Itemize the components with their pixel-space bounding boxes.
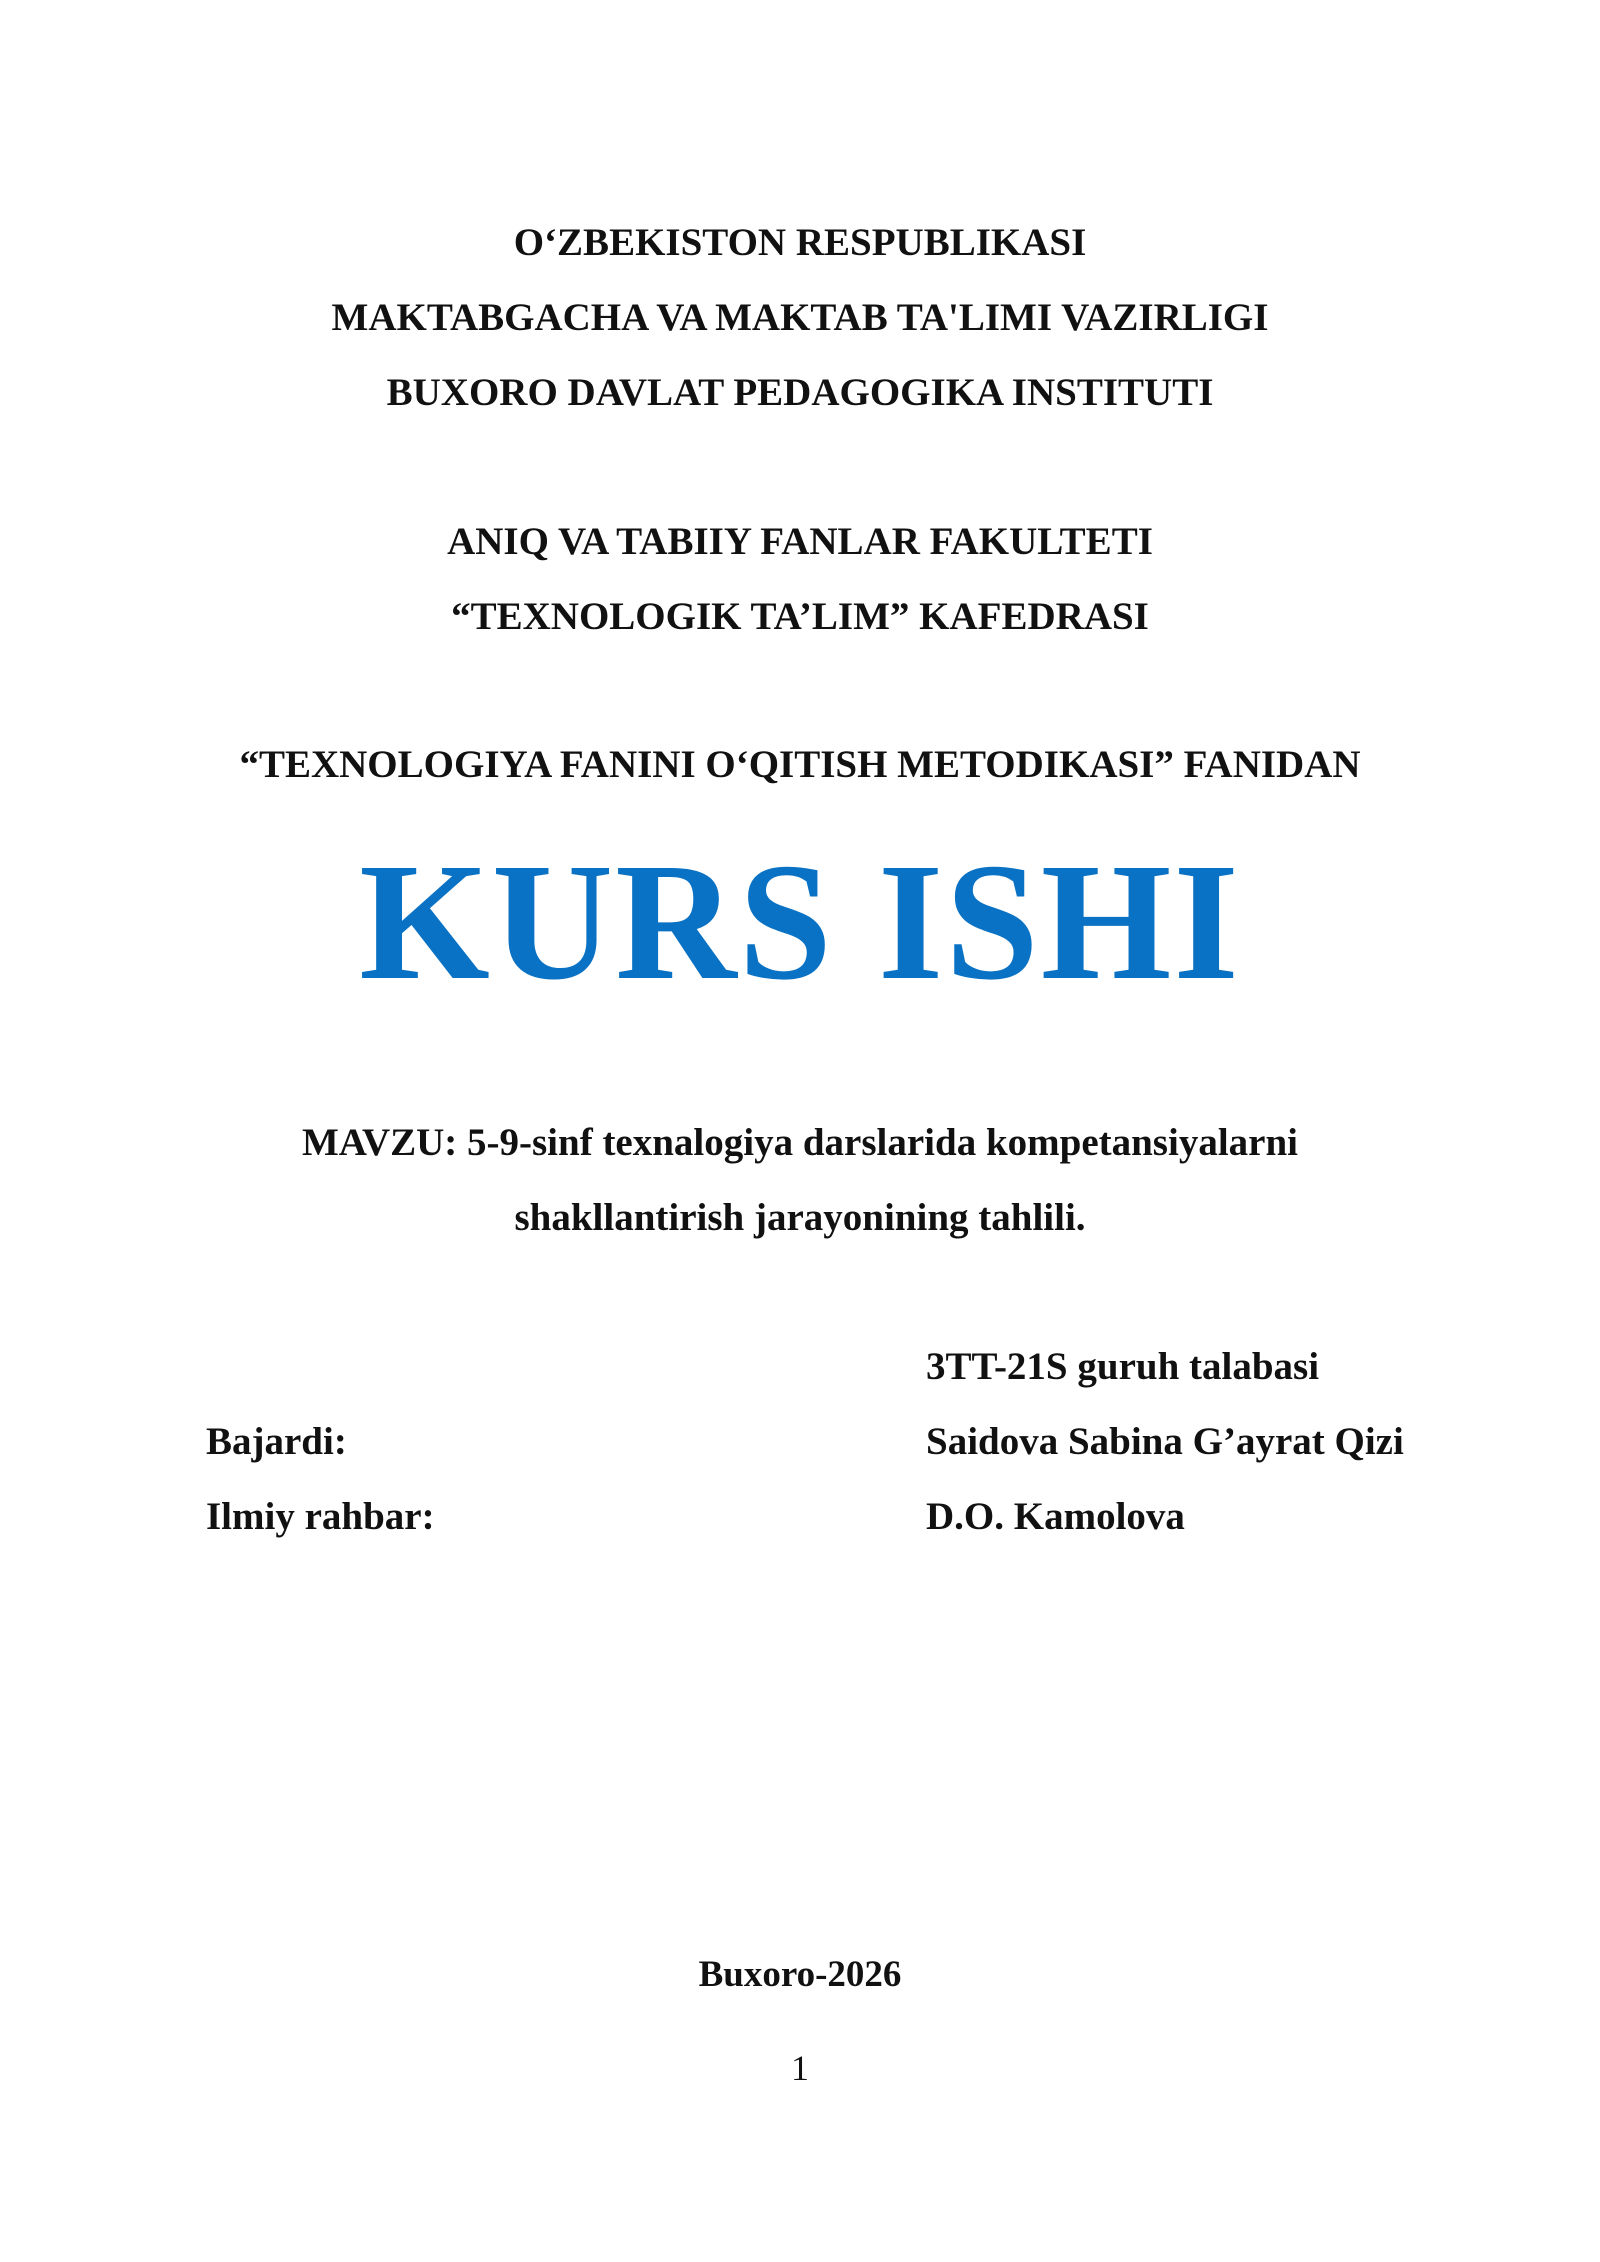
faculty-title: ANIQ VA TABIIY FANLAR FAKULTETI xyxy=(447,520,1153,563)
advisor-label: Ilmiy rahbar: xyxy=(206,1495,435,1538)
advisor-name: D.O. Kamolova xyxy=(926,1495,1185,1538)
department-title: “TEXNOLOGIK TA’LIM” KAFEDRASI xyxy=(451,595,1149,638)
student-group: 3TT-21S guruh talabasi xyxy=(926,1345,1320,1388)
institute-title: BUXORO DAVLAT PEDAGOGIKA INSTITUTI xyxy=(386,371,1214,414)
ministry-title: MAKTABGACHA VA MAKTAB TA'LIMI VAZIRLIGI xyxy=(331,296,1269,339)
subject-title: “TEXNOLOGIYA FANINI O‘QITISH METODIKASI” FANIDAN xyxy=(239,743,1361,786)
document-main-title: KURS ISHI xyxy=(359,829,1241,1015)
topic-line-2: shakllantirish jarayonining tahlili. xyxy=(514,1196,1086,1239)
topic-line-1: MAVZU: 5-9-sinf texnalogiya darslarida kompetansiyalarni xyxy=(302,1121,1298,1164)
place-and-year: Buxoro-2026 xyxy=(698,1954,902,1995)
performed-by-label: Bajardi: xyxy=(206,1420,347,1463)
page-number: 1 xyxy=(791,2048,809,2088)
country-title: O‘ZBEKISTON RESPUBLIKASI xyxy=(513,221,1087,264)
student-name: Saidova Sabina G’ayrat Qizi xyxy=(926,1420,1404,1463)
